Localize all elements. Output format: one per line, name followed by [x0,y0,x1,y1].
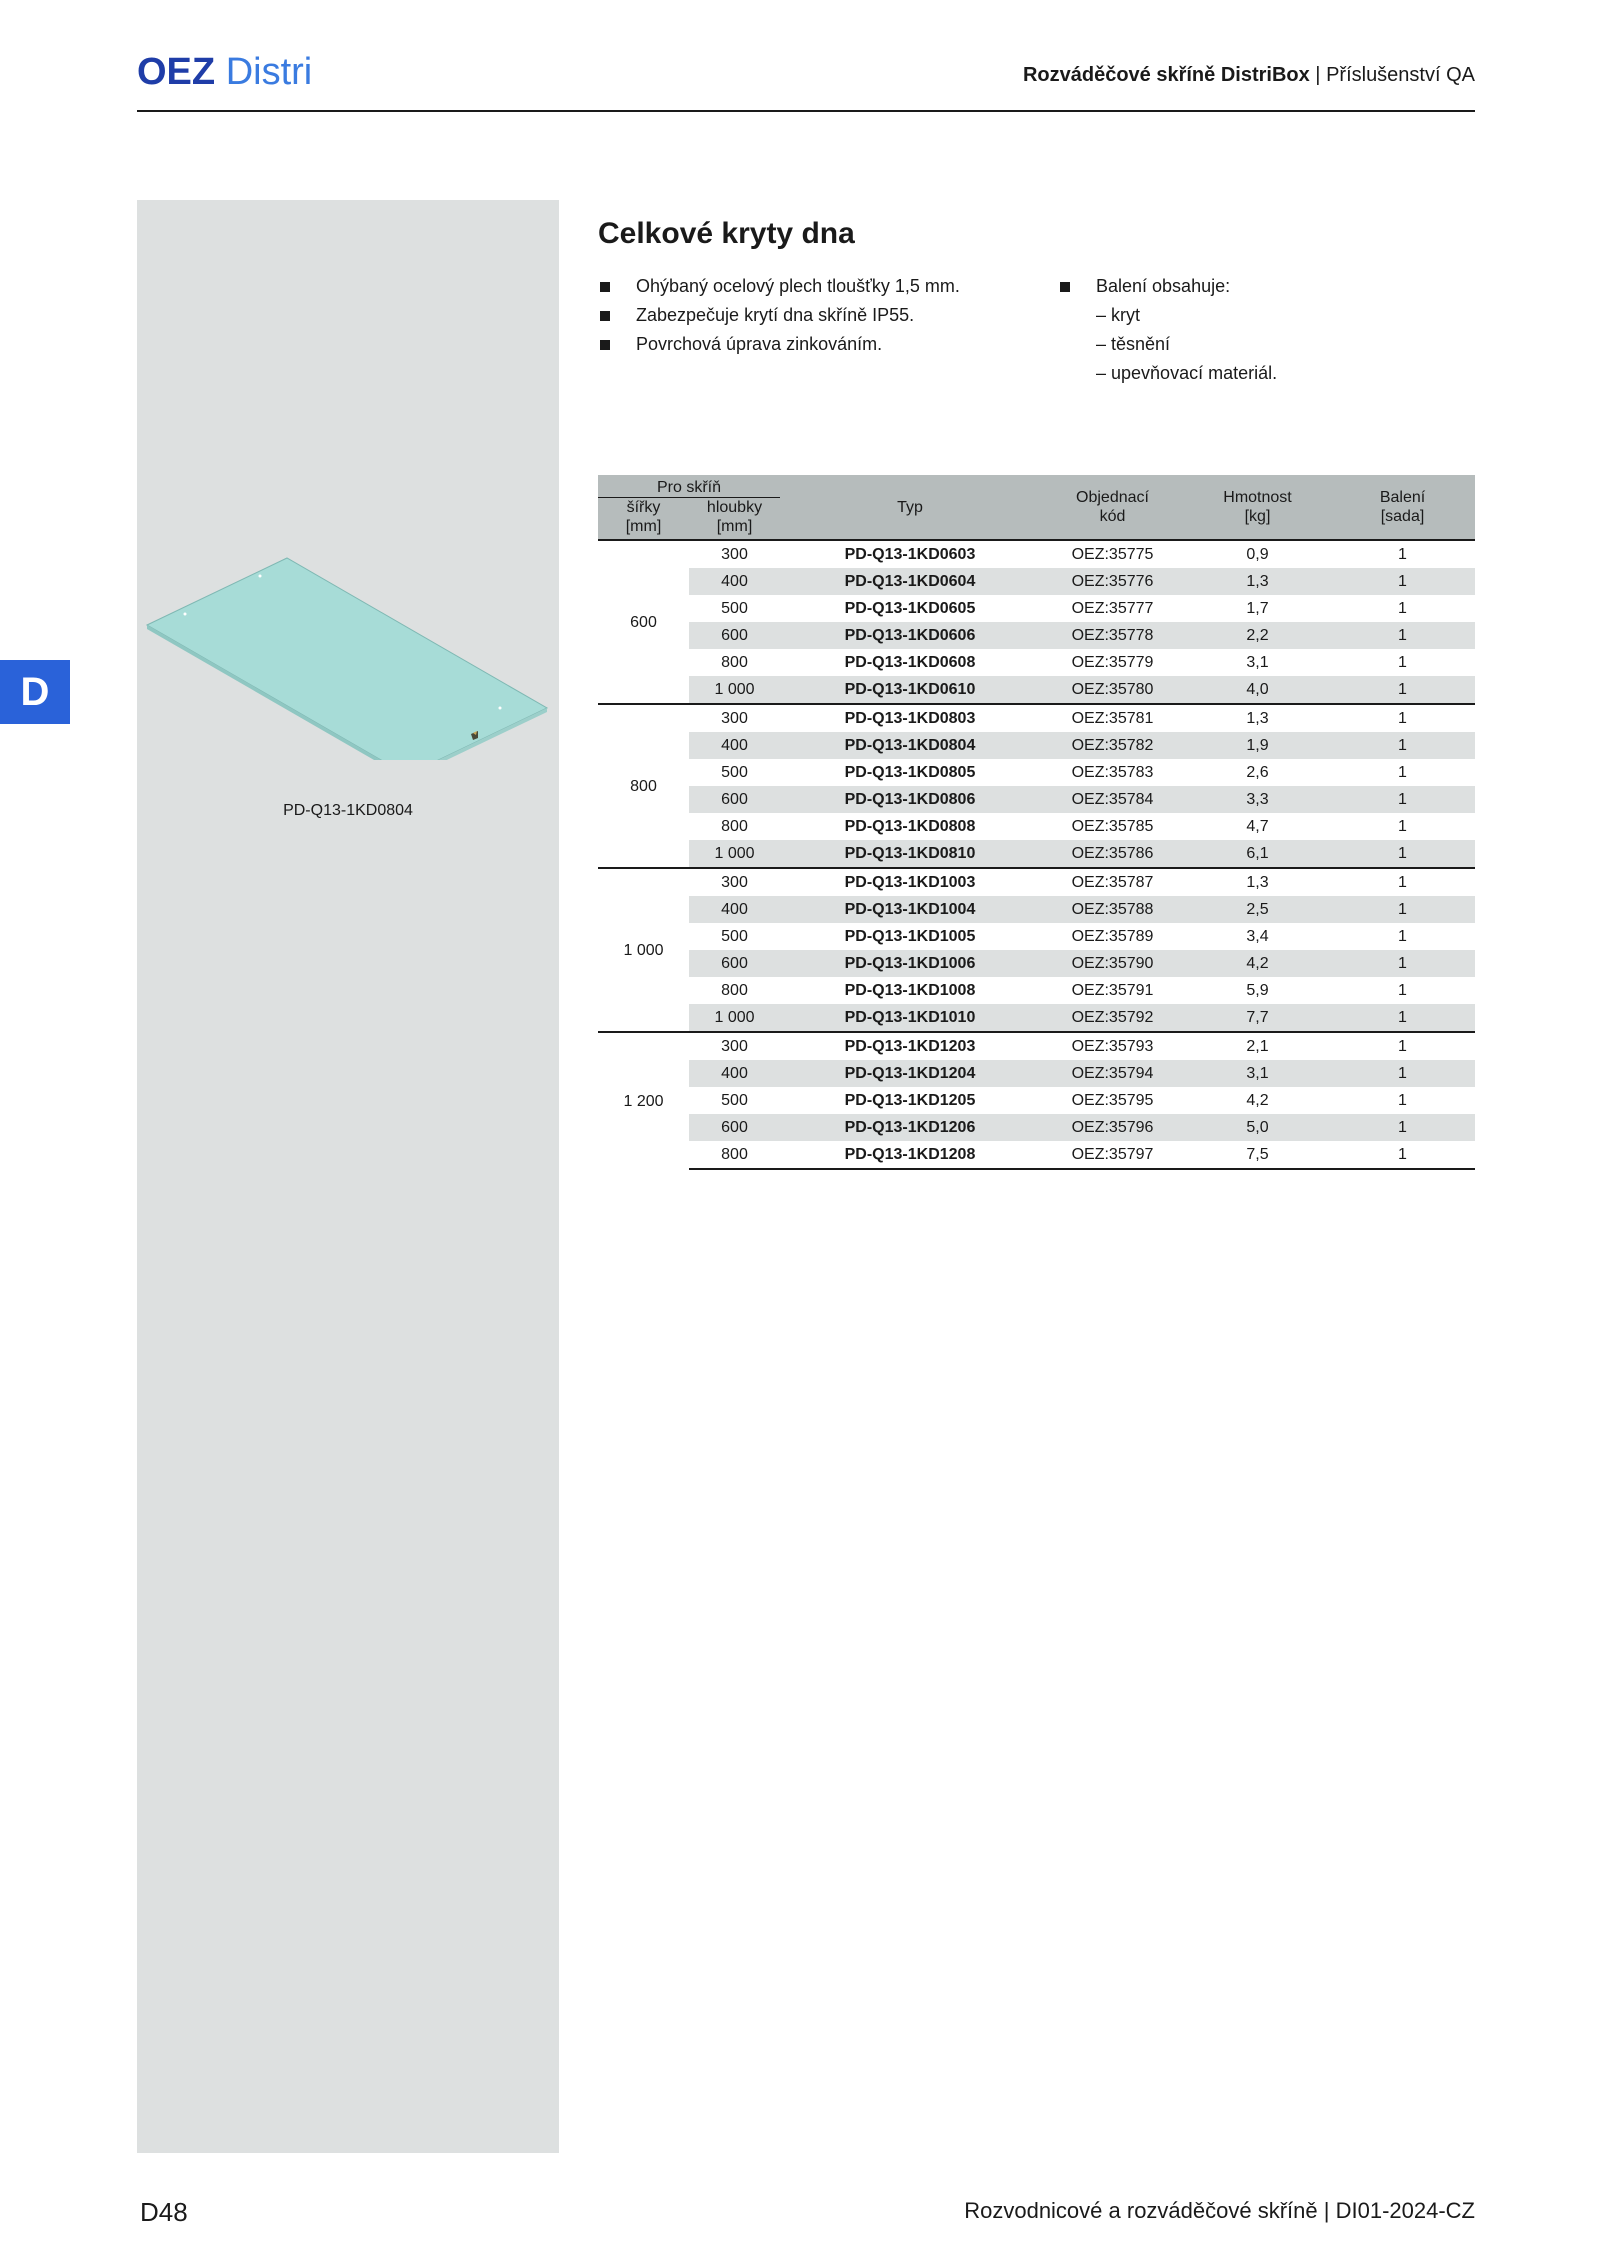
cell-pack: 1 [1330,568,1475,595]
header-sirky: šířky [mm] [598,498,689,540]
table-row [598,649,1475,676]
cell-depth: 400 [689,896,780,923]
cell-weight: 3,1 [1185,1060,1330,1087]
header-typ: Typ [780,475,1040,540]
cell-depth: 800 [689,1141,780,1169]
cell-pack: 1 [1330,622,1475,649]
cell-depth: 400 [689,568,780,595]
cell-code: OEZ:35777 [1071,600,1154,617]
cell-width: 800 [598,704,689,868]
package-item: – upevňovací materiál. [1096,363,1278,383]
cell-code: OEZ:35782 [1040,732,1185,759]
table-row [598,840,1475,868]
table-row [598,1060,1475,1087]
logo-distri: Distri [225,51,313,93]
page-number: D48 [140,2197,188,2227]
table-row [598,1141,1475,1169]
cover-plate-top [147,558,547,760]
product-table [598,475,1475,1170]
cell-type: PD-Q13-1KD0608 [844,654,976,671]
cell-type: PD-Q13-1KD0808 [844,818,976,835]
package-heading: Balení obsahuje: [1058,272,1277,301]
cell-pack: 1 [1330,896,1475,923]
cell-weight: 3,3 [1185,786,1330,813]
product-image-bottom-cover [145,550,555,760]
cell-code: OEZ:35797 [1040,1141,1185,1169]
table-row [598,732,1475,759]
cell-type: PD-Q13-1KD0806 [780,786,1040,813]
cell-type: PD-Q13-1KD1205 [844,1092,976,1109]
cell-code: OEZ:35788 [1040,896,1185,923]
cell-weight: 2,1 [1185,1032,1330,1060]
cell-type: PD-Q13-1KD0604 [780,568,1040,595]
table-row [598,676,1475,704]
header-hloubky: hloubky [mm] [689,498,780,540]
cell-weight: 1,3 [1185,704,1330,732]
cell-depth: 500 [721,1092,748,1109]
cell-pack: 1 [1398,928,1407,945]
product-table-body [598,540,1475,1169]
table-row [598,759,1475,786]
cell-depth: 600 [689,950,780,977]
cell-weight: 6,1 [1185,840,1330,868]
cell-depth: 600 [689,622,780,649]
table-row [598,595,1475,622]
cell-weight: 1,9 [1185,732,1330,759]
cell-code: OEZ:35786 [1040,840,1185,868]
cell-weight: 2,2 [1185,622,1330,649]
package-item: – těsnění [1096,334,1171,354]
table-row [598,622,1475,649]
cell-type: PD-Q13-1KD1208 [780,1141,1040,1169]
cell-weight: 2,5 [1185,896,1330,923]
cell-type: PD-Q13-1KD1206 [780,1114,1040,1141]
cover-hole [259,575,262,578]
cell-pack: 1 [1330,540,1475,568]
cell-pack: 1 [1330,950,1475,977]
cell-pack: 1 [1398,818,1407,835]
table-row [598,896,1475,923]
cell-code: OEZ:35784 [1040,786,1185,813]
cell-depth: 500 [721,600,748,617]
cell-type: PD-Q13-1KD0804 [780,732,1040,759]
feature-item: Povrchová úprava zinkováním. [598,330,960,359]
cell-code: OEZ:35796 [1040,1114,1185,1141]
cell-pack: 1 [1398,982,1407,999]
cell-code: OEZ:35791 [1071,982,1154,999]
cell-type: PD-Q13-1KD1003 [780,868,1040,896]
footer-text [964,2198,1475,2224]
cell-depth: 300 [689,704,780,732]
cell-type: PD-Q13-1KD0805 [844,764,976,781]
header-objednaci-kod: Objednací kód [1040,475,1185,540]
cell-code: OEZ:35795 [1071,1092,1154,1109]
cell-weight: 3,4 [1246,928,1269,945]
features-list [598,272,960,359]
cell-code: OEZ:35789 [1071,928,1154,945]
cell-type: PD-Q13-1KD1204 [780,1060,1040,1087]
cell-code: OEZ:35778 [1040,622,1185,649]
table-row [598,568,1475,595]
footer-left: Rozvodnicové a rozváděčové skříně [964,2198,1318,2223]
cell-weight: 7,7 [1185,1004,1330,1032]
cell-depth: 400 [689,732,780,759]
cell-code: OEZ:35781 [1040,704,1185,732]
cell-code: OEZ:35775 [1040,540,1185,568]
table-row [598,1087,1475,1114]
header-baleni: Balení [sada] [1330,475,1475,540]
cell-pack: 1 [1330,1032,1475,1060]
table-row [598,813,1475,840]
footer-right: DI01-2024-CZ [1335,2198,1475,2223]
cell-pack: 1 [1330,1114,1475,1141]
cell-code: OEZ:35776 [1040,568,1185,595]
cell-pack: 1 [1330,732,1475,759]
cell-depth: 800 [721,654,748,671]
cell-type: PD-Q13-1KD0605 [844,600,976,617]
feature-item: Ohýbaný ocelový plech tloušťky 1,5 mm. [598,272,960,301]
table-row [598,540,1475,568]
cell-depth: 800 [721,982,748,999]
table-row [598,1032,1475,1060]
cell-type: PD-Q13-1KD1006 [780,950,1040,977]
cell-type: PD-Q13-1KD0610 [780,676,1040,704]
cell-pack: 1 [1330,786,1475,813]
product-table-wrapper [598,475,1475,1170]
cell-pack: 1 [1330,1060,1475,1087]
header-title-main: Rozváděčové skříně DistriBox [1022,64,1310,86]
cell-pack: 1 [1330,704,1475,732]
cell-pack: 1 [1330,1141,1475,1169]
cell-pack: 1 [1398,1092,1407,1109]
cell-type: PD-Q13-1KD1203 [780,1032,1040,1060]
cell-depth: 500 [721,928,748,945]
cell-weight: 3,1 [1246,654,1269,671]
header-separator: | [1315,64,1321,86]
feature-item: Zabezpečuje krytí dna skříně IP55. [598,301,960,330]
cell-depth: 300 [689,540,780,568]
cell-pack: 1 [1330,840,1475,868]
cell-weight: 4,2 [1185,950,1330,977]
cell-code: OEZ:35780 [1040,676,1185,704]
header-title-sub: Příslušenství QA [1326,64,1475,86]
cell-weight: 0,9 [1185,540,1330,568]
cell-depth: 400 [689,1060,780,1087]
cell-type: PD-Q13-1KD1004 [780,896,1040,923]
product-caption: PD-Q13-1KD0804 [283,802,413,819]
cell-weight: 4,7 [1246,818,1269,835]
product-image-panel [137,200,559,2153]
cell-pack: 1 [1330,1004,1475,1032]
cell-code: OEZ:35794 [1040,1060,1185,1087]
table-row [598,704,1475,732]
cell-pack: 1 [1398,600,1407,617]
cell-pack: 1 [1398,764,1407,781]
logo-oez: OEZ [137,51,216,93]
table-row [598,868,1475,896]
table-row [598,923,1475,950]
cell-type: PD-Q13-1KD1005 [844,928,976,945]
cell-code: OEZ:35792 [1040,1004,1185,1032]
cell-weight: 5,0 [1185,1114,1330,1141]
header-title [1023,62,1475,88]
cell-weight: 4,0 [1185,676,1330,704]
package-contents [1058,272,1277,388]
table-row [598,1004,1475,1032]
header-pro-skrin: Pro skříň [598,475,780,498]
cell-width: 600 [598,540,689,704]
cell-type: PD-Q13-1KD0603 [780,540,1040,568]
brand-logo [137,50,312,94]
package-item: – kryt [1096,305,1141,325]
cell-weight: 2,6 [1246,764,1269,781]
cell-code: OEZ:35785 [1071,818,1154,835]
cell-depth: 1 000 [689,1004,780,1032]
header-rule [137,110,1475,112]
cell-code: OEZ:35787 [1040,868,1185,896]
cell-depth: 1 000 [689,676,780,704]
page-title: Celkové kryty dna [598,217,855,250]
cell-type: PD-Q13-1KD1008 [844,982,976,999]
cell-weight: 1,3 [1185,868,1330,896]
cell-pack: 1 [1330,676,1475,704]
cell-pack: 1 [1398,654,1407,671]
footer-separator: | [1323,2198,1330,2223]
cell-depth: 800 [721,818,748,835]
table-row [598,950,1475,977]
cell-type: PD-Q13-1KD0606 [780,622,1040,649]
cell-weight: 1,3 [1185,568,1330,595]
cell-type: PD-Q13-1KD0810 [780,840,1040,868]
cell-pack: 1 [1330,868,1475,896]
cell-code: OEZ:35790 [1040,950,1185,977]
cell-width: 1 000 [598,868,689,1032]
cell-depth: 500 [721,764,748,781]
table-row [598,1114,1475,1141]
cell-width: 1 200 [598,1032,689,1169]
cell-depth: 600 [689,786,780,813]
cover-hole [499,707,502,710]
cell-code: OEZ:35793 [1040,1032,1185,1060]
cell-weight: 5,9 [1246,982,1269,999]
cell-weight: 1,7 [1246,600,1269,617]
cover-hole [184,613,187,616]
header-hmotnost: Hmotnost [kg] [1185,475,1330,540]
cell-depth: 1 000 [689,840,780,868]
cell-code: OEZ:35783 [1071,764,1154,781]
cell-weight: 4,2 [1246,1092,1269,1109]
table-row [598,977,1475,1004]
section-tab: D [0,660,70,724]
cell-type: PD-Q13-1KD1010 [780,1004,1040,1032]
cell-depth: 600 [689,1114,780,1141]
cell-depth: 300 [689,868,780,896]
cell-depth: 300 [689,1032,780,1060]
table-row [598,786,1475,813]
cell-weight: 7,5 [1185,1141,1330,1169]
cell-code: OEZ:35779 [1071,654,1154,671]
cell-type: PD-Q13-1KD0803 [780,704,1040,732]
